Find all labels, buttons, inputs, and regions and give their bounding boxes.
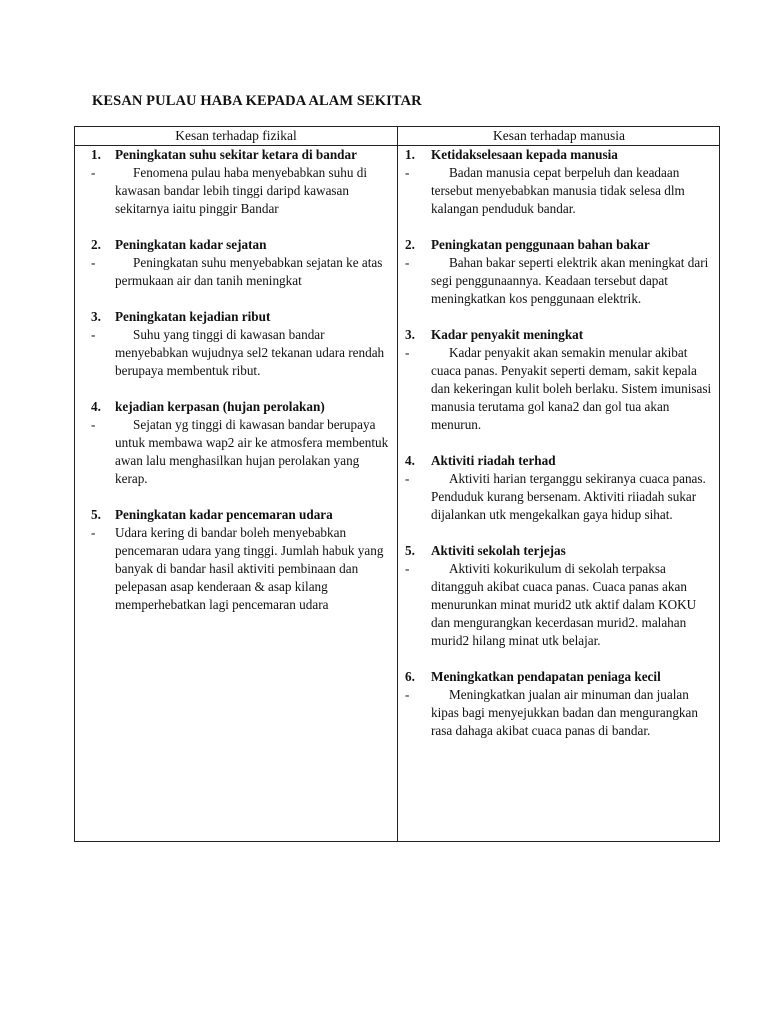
item-body xyxy=(79,524,391,614)
item-body-text: Bahan bakar seperti elektrik akan meningkat dari segi penggunaannya. Keadaan tersebut dapat meningkatkan kos penggunaan elektrik. xyxy=(431,255,709,306)
list-item xyxy=(79,398,391,488)
item-number: 2. xyxy=(91,237,101,252)
item-number: 2. xyxy=(405,237,415,252)
item-heading-text: Peningkatan kejadian ribut xyxy=(115,309,271,324)
item-dash: - xyxy=(405,687,410,702)
item-heading-text: Peningkatan kadar pencemaran udara xyxy=(115,507,333,522)
item-body xyxy=(405,164,715,218)
item-heading-text: Peningkatan penggunaan bahan bakar xyxy=(431,237,650,252)
item-heading xyxy=(405,146,715,164)
list-item xyxy=(405,236,715,308)
item-dash: - xyxy=(91,417,96,432)
item-dash: - xyxy=(405,471,410,486)
item-heading xyxy=(405,668,715,686)
item-body-text: Udara kering di bandar boleh menyebabkan pencemaran udara yang tinggi. Jumlah habuk yang banyak di bandar hasil aktiviti pembinaan dan pelepasan asap kenderaan & asap kilang memperhebatkan lagi pencemaran udara xyxy=(115,525,384,612)
item-number: 6. xyxy=(405,669,415,684)
impact-table xyxy=(74,126,720,842)
item-body xyxy=(405,686,715,740)
item-heading-text: Aktiviti sekolah terjejas xyxy=(431,543,566,558)
item-body xyxy=(405,344,715,434)
item-body-text: Aktiviti harian terganggu sekiranya cuaca panas. Penduduk kurang bersenam. Aktiviti riiadah sukar dijalankan utk mengekalkan gaya hidup sihat. xyxy=(431,471,706,522)
item-body-text: Peningkatan suhu menyebabkan sejatan ke atas permukaan air dan tanih meningkat xyxy=(115,255,383,288)
list-item xyxy=(79,506,391,614)
item-body xyxy=(405,560,715,650)
table-header-row xyxy=(75,127,719,146)
item-heading xyxy=(79,308,391,326)
item-heading xyxy=(79,506,391,524)
item-number: 3. xyxy=(91,309,101,324)
item-body-text: Badan manusia cepat berpeluh dan keadaan tersebut menyebabkan manusia tidak selesa dlm kalangan penduduk bandar. xyxy=(431,165,685,216)
item-dash: - xyxy=(91,165,96,180)
item-body xyxy=(405,470,715,524)
page-title: KESAN PULAU HABA KEPADA ALAM SEKITAR xyxy=(92,93,422,109)
item-number: 3. xyxy=(405,327,415,342)
item-dash: - xyxy=(91,525,96,540)
item-body-text: Sejatan yg tinggi di kawasan bandar berupaya untuk membawa wap2 air ke atmosfera membentuk awan lalu menghasilkan hujan perolakan yang kerap. xyxy=(115,417,389,486)
item-dash: - xyxy=(405,165,410,180)
item-body xyxy=(79,326,391,380)
header-human-impact: Kesan terhadap manusia xyxy=(493,128,625,143)
item-number: 5. xyxy=(405,543,415,558)
list-item xyxy=(79,146,391,218)
list-item xyxy=(79,236,391,290)
item-heading xyxy=(79,236,391,254)
item-body-text: Fenomena pulau haba menyebabkan suhu di kawasan bandar lebih tinggi daripd kawasan sekitarnya iaitu pinggir Bandar xyxy=(115,165,368,216)
item-body-text: Aktiviti kokurikulum di sekolah terpaksa ditangguh akibat cuaca panas. Cuaca panas akan menurunkan minat murid2 utk aktif dalam KOKU dan mengurangkan kecerdasan murid2. malahan murid2 hilang minat utk belajar. xyxy=(431,561,697,648)
item-dash: - xyxy=(405,561,410,576)
item-dash: - xyxy=(91,327,96,342)
item-heading-text: Kadar penyakit meningkat xyxy=(431,327,584,342)
item-heading xyxy=(79,398,391,416)
item-body xyxy=(79,254,391,290)
item-number: 4. xyxy=(405,453,415,468)
item-body-text: Meningkatkan jualan air minuman dan jualan kipas bagi menyejukkan badan dan mengurangkan rasa dahaga akibat cuaca panas di bandar. xyxy=(431,687,698,738)
item-heading-text: Peningkatan suhu sekitar ketara di bandar xyxy=(115,147,357,162)
item-dash: - xyxy=(405,255,410,270)
list-item xyxy=(405,542,715,650)
item-number: 1. xyxy=(91,147,101,162)
item-number: 5. xyxy=(91,507,101,522)
item-heading-text: kejadian kerpasan (hujan perolakan) xyxy=(115,399,325,414)
list-item xyxy=(79,308,391,380)
physical-impact-column xyxy=(79,146,391,614)
item-body xyxy=(405,254,715,308)
item-heading-text: Meningkatkan pendapatan peniaga kecil xyxy=(431,669,661,684)
item-body-text: Suhu yang tinggi di kawasan bandar menyebabkan wujudnya sel2 tekanan udara rendah berupaya membentuk ribut. xyxy=(115,327,385,378)
header-physical-impact: Kesan terhadap fizikal xyxy=(175,128,297,143)
list-item xyxy=(405,668,715,740)
item-heading xyxy=(405,236,715,254)
item-heading xyxy=(405,542,715,560)
human-impact-column xyxy=(405,146,715,740)
item-heading xyxy=(405,452,715,470)
item-number: 4. xyxy=(91,399,101,414)
item-body xyxy=(79,164,391,218)
item-number: 1. xyxy=(405,147,415,162)
item-dash: - xyxy=(91,255,96,270)
item-heading xyxy=(405,326,715,344)
list-item xyxy=(405,452,715,524)
item-heading-text: Aktiviti riadah terhad xyxy=(431,453,556,468)
list-item xyxy=(405,326,715,434)
column-divider xyxy=(397,127,398,841)
list-item xyxy=(405,146,715,218)
item-heading-text: Peningkatan kadar sejatan xyxy=(115,237,267,252)
item-body-text: Kadar penyakit akan semakin menular akibat cuaca panas. Penyakit seperti demam, sakit kepala dan kekeringan kulit boleh berlaku. Sistem imunisasi manusia terutama gol kana2 dan gol tua akan menurun. xyxy=(431,345,712,432)
item-body xyxy=(79,416,391,488)
item-heading-text: Ketidakselesaan kepada manusia xyxy=(431,147,618,162)
item-heading xyxy=(79,146,391,164)
item-dash: - xyxy=(405,345,410,360)
